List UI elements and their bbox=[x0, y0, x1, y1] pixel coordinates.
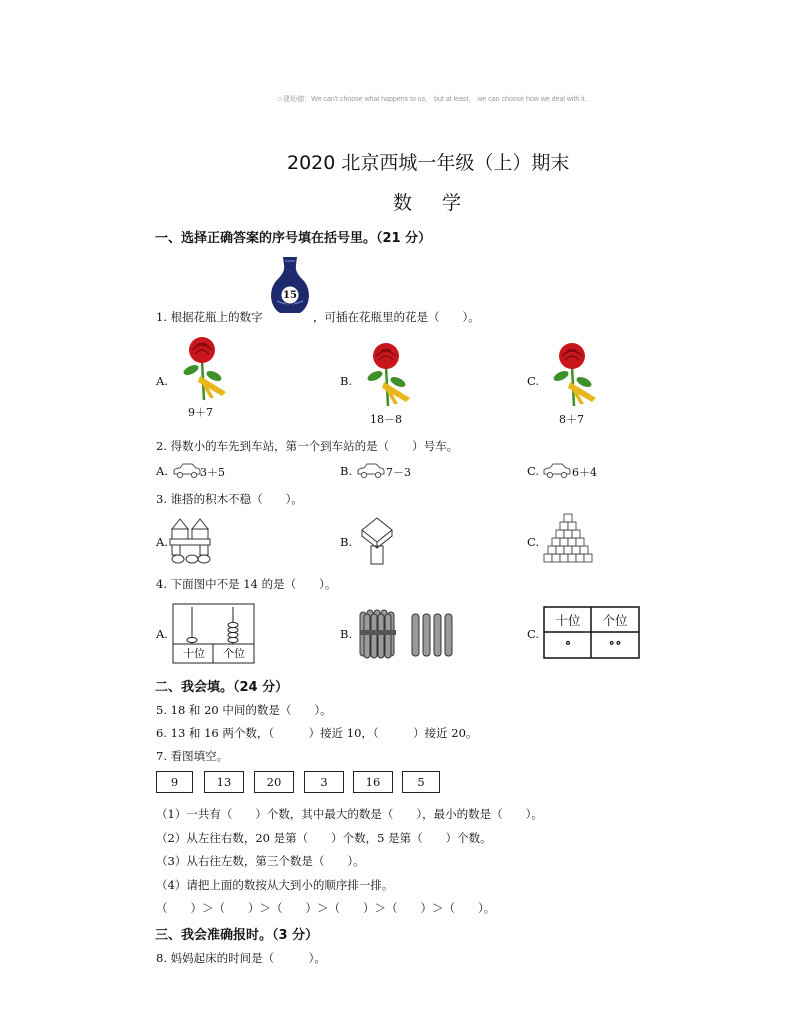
abacus-ones-label: 个位 bbox=[223, 647, 245, 660]
table-value-tens: ∘ bbox=[564, 636, 572, 651]
number-box: 9 bbox=[156, 771, 193, 793]
watermark-text: ☺建助德：We can't choose what happens to us， but at least， we can choose how we deal with it. bbox=[276, 96, 587, 103]
q7-sub3: （3）从右往左数，第三个数是（ ）。 bbox=[156, 854, 365, 868]
number-box: 5 bbox=[402, 771, 440, 793]
q5-text: 5. 18 和 20 中间的数是（ ）。 bbox=[156, 703, 332, 717]
q1-option-b-expr: 18－8 bbox=[370, 413, 402, 426]
rose-c-icon bbox=[548, 342, 600, 408]
abacus-tens-label: 十位 bbox=[183, 647, 205, 660]
q7-text: 7. 看图填空。 bbox=[156, 749, 229, 763]
blocks-b-icon bbox=[358, 516, 396, 566]
car-a-icon bbox=[172, 463, 202, 479]
q3-text: 3. 谁搭的积木不稳（ ）。 bbox=[156, 492, 303, 506]
vase-image bbox=[268, 255, 312, 317]
q1-option-b-label[interactable]: B. bbox=[340, 374, 353, 388]
q4-text: 4. 下面图中不是 14 的是（ ）。 bbox=[156, 577, 337, 591]
q4-option-a-label[interactable]: A. bbox=[156, 627, 168, 641]
table-header-tens: 十位 bbox=[555, 613, 581, 628]
section-1-heading: 一、选择正确答案的序号填在括号里。（21 分） bbox=[155, 231, 432, 246]
table-header-ones: 个位 bbox=[602, 613, 628, 628]
blocks-c-icon bbox=[542, 512, 596, 566]
q4-option-c-label[interactable]: C. bbox=[527, 627, 540, 641]
q2-option-c-label[interactable]: C. bbox=[527, 464, 540, 478]
number-box: 20 bbox=[254, 771, 294, 793]
q7-order-line: （ ）＞（ ）＞（ ）＞（ ）＞（ ）＞（ ）。 bbox=[156, 901, 496, 915]
car-b-icon bbox=[356, 463, 386, 479]
table-value-ones: ∘∘ bbox=[608, 636, 622, 651]
q8-text: 8. 妈妈起床的时间是（ ）。 bbox=[156, 951, 326, 965]
q1-option-a-label[interactable]: A. bbox=[156, 374, 168, 388]
q2-option-c-expr: 6＋4 bbox=[572, 466, 597, 479]
q1-option-c-expr: 8＋7 bbox=[559, 413, 584, 426]
number-box: 13 bbox=[204, 771, 244, 793]
rose-b-icon bbox=[362, 342, 414, 408]
q2-option-a-expr: 3＋5 bbox=[200, 466, 225, 479]
q1-option-c-label[interactable]: C. bbox=[527, 374, 540, 388]
section-3-heading: 三、我会准确报时。（3 分） bbox=[155, 928, 319, 943]
q1-option-a-expr: 9＋7 bbox=[188, 406, 213, 419]
q3-option-c-label[interactable]: C. bbox=[527, 535, 540, 549]
q4-option-b-label[interactable]: B. bbox=[340, 627, 353, 641]
section-2-heading: 二、我会填。（24 分） bbox=[155, 680, 289, 695]
q1-text-before: 1. 根据花瓶上的数字 bbox=[156, 310, 263, 324]
blocks-a-icon bbox=[168, 515, 214, 565]
q2-text: 2. 得数小的车先到车站，第一个到车站的是（ ）号车。 bbox=[156, 439, 459, 453]
q6-text: 6. 13 和 16 两个数，（ ）接近 10，（ ）接近 20。 bbox=[156, 726, 478, 740]
q7-sub1: （1）一共有（ ）个数，其中最大的数是（ ），最小的数是（ ）。 bbox=[156, 807, 543, 821]
q3-option-a-label[interactable]: A. bbox=[156, 535, 168, 549]
car-c-icon bbox=[542, 463, 572, 479]
q2-option-b-expr: 7－3 bbox=[386, 466, 411, 479]
q2-option-a-label[interactable]: A. bbox=[156, 464, 168, 478]
page-title: 2020 北京西城一年级（上）期末 bbox=[287, 152, 570, 174]
q2-option-b-label[interactable]: B. bbox=[340, 464, 353, 478]
rose-a-icon bbox=[178, 336, 230, 402]
vase-number: 15 bbox=[283, 290, 297, 301]
q7-sub4: （4）请把上面的数按从大到小的顺序排一排。 bbox=[156, 878, 394, 892]
q7-sub2: （2）从左往右数，20 是第（ ）个数，5 是第（ ）个数。 bbox=[156, 831, 492, 845]
subject-title: 数学 bbox=[393, 192, 492, 214]
number-box: 3 bbox=[304, 771, 344, 793]
q1-text-after: ，可插在花瓶里的花是（ ）。 bbox=[313, 310, 480, 324]
q3-option-b-label[interactable]: B. bbox=[340, 535, 353, 549]
sticks-bundle-icon bbox=[356, 608, 456, 660]
number-box: 16 bbox=[353, 771, 393, 793]
